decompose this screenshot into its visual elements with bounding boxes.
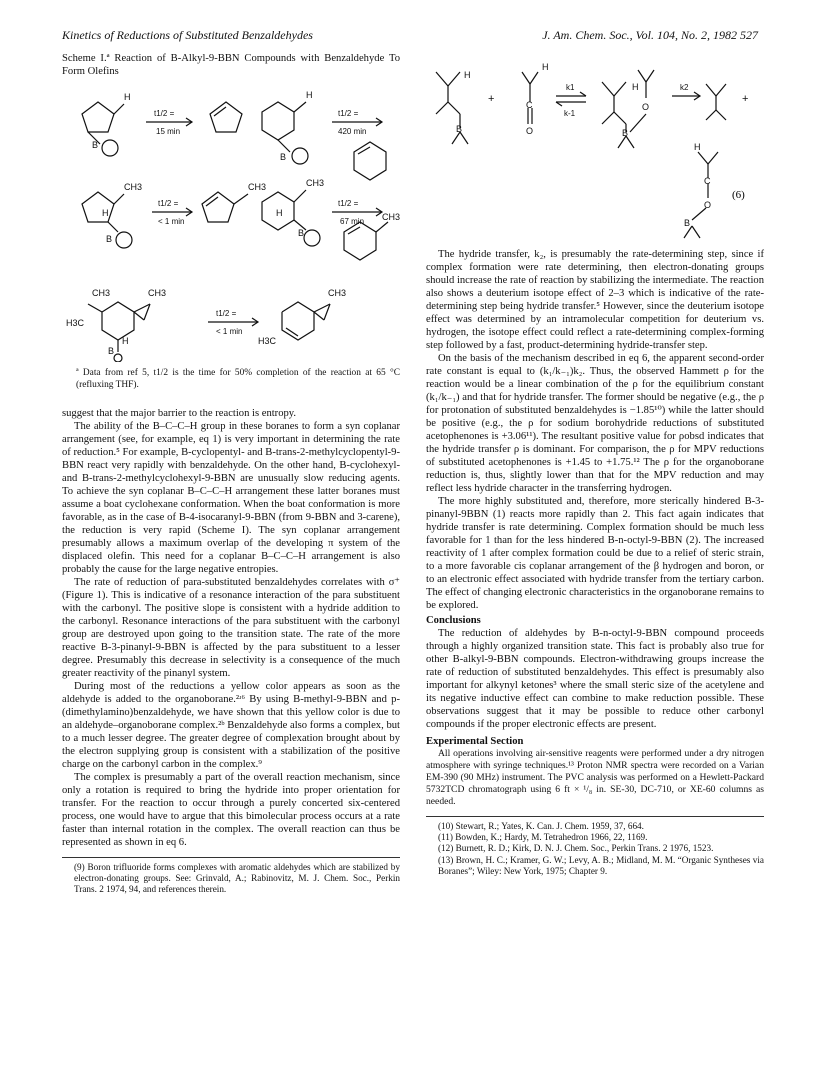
atom-label: CH3	[328, 288, 347, 298]
reference: (12) Burnett, R. D.; Kirk, D. N. J. Chem. Soc., Perkin Trans. 2 1976, 1523.	[438, 843, 714, 854]
atom-label: B	[280, 152, 287, 162]
scheme-structures	[62, 82, 400, 362]
half-life-label: t1/2 =	[216, 309, 237, 318]
paragraph: The complex is presumably a part of the overall reaction mechanism, since only a rotation is required to bring the hydride into proper orientation for transfer. For the reaction to occur through a purely concerted six-centered process, one would have to argue that this bimolecular process occurs at a rate faster than internal rotation in the complex. The overall reaction can thus be represented as shown in eq 6.	[62, 772, 400, 848]
atom-label: O	[526, 126, 534, 136]
conclusions-heading: Conclusions	[426, 615, 481, 626]
rate-constant-label: k2	[680, 83, 689, 92]
half-life-value: < 1 min	[158, 217, 185, 226]
atom-label: H	[102, 208, 109, 218]
half-life-label: t1/2 =	[338, 199, 359, 208]
half-life-value: 420 min	[338, 127, 367, 136]
footnote: (9) Boron trifluoride forms complexes with aromatic aldehydes which are stabilized by electron-donating groups. See: Grinvald, A.; Rabinovitz, M. J. Chem. Soc., Perkin Trans. 2 1974, 94, and references therein.	[74, 862, 400, 895]
reference: (11) Bowden, K.; Hardy, M. Tetrahedron 1966, 22, 1169.	[438, 832, 648, 843]
paragraph: The more highly substituted and, therefore, more sterically hindered B-3-pinanyl-9BBN (1) reacts more rapidly than 2. This fact again indicates that hydride transfer is rate determining. Complex formation should be much less favorable for 1 than for the less hindered B-n-octyl-9-BBN (2). The increased reactivity of 1 after complex formation could be due to a relief of steric strain, to a more favorable cis coplanar arrangement of the β hydrogen and boron, or to an electronic effect associated with hydride transfer from the tertiary carbon. The effect of changing electronic characteristics in the organoborane remains to be explored.	[426, 496, 764, 611]
left-column	[62, 52, 400, 896]
half-life-value: < 1 min	[216, 327, 243, 336]
atom-label: B	[106, 234, 113, 244]
atom-label: CH3	[382, 212, 400, 222]
reference: (13) Brown, H. C.; Kramer, G. W.; Levy, A. B.; Midland, M. M. “Organic Syntheses via Boranes”; Wiley: New York, 1975; Chapter 9.	[438, 854, 764, 876]
atom-label: B	[456, 124, 463, 134]
equation-number: (6)	[732, 189, 745, 201]
half-life-label: t1/2 =	[154, 109, 175, 118]
reference: (10) Stewart, R.; Yates, K. Can. J. Chem. 1959, 37, 664.	[438, 821, 644, 831]
equation-6-mechanism	[426, 52, 764, 248]
half-life-value: 67 min	[340, 217, 365, 226]
half-life-label: t1/2 =	[338, 109, 359, 118]
footnote-divider	[62, 857, 400, 858]
scheme-title: Scheme I.ª Reaction of B-Alkyl-9-BBN Compounds with Benzaldehyde To Form Olefins	[62, 53, 400, 77]
paragraph: The ability of the B–C–C–H group in these boranes to form a syn coplanar arrangement (see, for example, eq 1) is very important in determining the rate of reduction.⁵ For example, B-cyclopentyl- and B-trans-2-methylcyclopentyl-9-BBN react very rapidly with benzaldehyde. On the other hand, B-cyclohexyl- and B-trans-2-methylcyclohexyl-9-BBN are unusually slow reducing agents. To achieve the syn coplanar B–C–C–H arrangement these latter boranes must assume a boat cyclohexane conformation. When the boat conformation is more favorable, as in the case of B-4-isocaranyl-9-BBN (from 9-BBN and 3-carene), the reduction is very rapid (Scheme I). The syn coplanar arrangement presumably allows a maximum overlap of the developing π system of the displaced olefin. This need for a coplanar B–C–C–H arrangement is also probably the cause for the large negative entropies.	[62, 421, 400, 575]
atom-label: B	[622, 128, 629, 138]
paragraph: During most of the reductions a yellow color appears as soon as the aldehyde is added to the organoborane.²ʴ⁶ By using B-methyl-9-BBN and p-(dimethylamino)benzaldehyde, we have shown that this yellow color is due to an aldehyde–organoborane complex.²ᵇ Benzaldehyde also forms a complex, but to a much lesser degree. The greater degree of complexation brought about by the electron supplying group is consistent with a stabilization of the positive charge on the carbonyl carbon in the complex.⁹	[62, 681, 400, 770]
atom-label: B	[298, 228, 305, 238]
atom-label: H	[694, 142, 701, 152]
paragraph: On the basis of the mechanism described in eq 6, the apparent second-order rate constant is equal to (k₁/k₋₁)k₂. Thus, the observed Hammett ρ for the reaction would be a linear combination of the ρ for the equilibrium constant (k₁/k₋₁) and that for hydride transfer. The former should be negative (e.g., the ρ for protonation of substituted benzaldehydes is −1.85¹⁰) while the latter should be positive (e.g., the ρ for sodium borohydride reductions of substituted acetophenones is +3.06¹¹). The resultant positive value for ρobsd indicates that the hydride transfer ρ is dominant. For comparison, the ρ for MPV reductions of substituted acetophenones is +1.45 to +1.75.¹² The ρ for the organoborane reduction is, thus, slightly lower than that for the MPV reduction and may reflect less hydride character in the transferring hydrogen.	[426, 353, 764, 494]
references-divider	[426, 816, 764, 817]
half-life-label: t1/2 =	[158, 199, 179, 208]
rate-constant-label: k-1	[564, 109, 576, 118]
experimental-heading: Experimental Section	[426, 736, 524, 747]
atom-label: CH3	[248, 182, 267, 192]
scheme-footnote: ª Data from ref 5, t1/2 is the time for 50% completion of the reaction at 65 °C (refluxing THF).	[76, 368, 400, 390]
atom-label: B	[684, 218, 691, 228]
atom-label: H3C	[66, 318, 85, 328]
atom-label: C	[526, 100, 533, 110]
atom-label: C	[704, 176, 711, 186]
atom-label: H	[122, 336, 129, 346]
atom-label: CH3	[92, 288, 111, 298]
rate-constant-label: k1	[566, 83, 575, 92]
atom-label: CH3	[148, 288, 167, 298]
atom-label: H	[464, 70, 471, 80]
atom-label: H	[124, 92, 131, 102]
atom-label: O	[642, 102, 650, 112]
running-title: Kinetics of Reductions of Substituted Benzaldehydes	[62, 28, 313, 42]
atom-label: H3C	[258, 336, 277, 346]
plus-sign: +	[742, 93, 749, 105]
paragraph: suggest that the major barrier to the reaction is entropy.	[62, 408, 297, 419]
atom-label: H	[276, 208, 283, 218]
atom-label: B	[92, 140, 99, 150]
atom-label: B	[108, 346, 115, 356]
atom-label: CH3	[306, 178, 325, 188]
paragraph: The reduction of aldehydes by B-n-octyl-9-BBN compound proceeds through a highly organized transition state. This fact is probably also true for other B-alkyl-9-BBN compounds. Electron-withdrawing groups increase the rate of reduction of substituted benzaldehydes. This effect is presumably also important for alkynyl ketones³ where the small steric size of the acetylene and its negative inductive effect can combine to make reduction possible. These observations suggest that it may be possible to reduce other carbonyl compounds if the proper electronic effects are present.	[426, 628, 764, 730]
atom-label: H	[542, 62, 549, 72]
atom-label: O	[704, 200, 712, 210]
plus-sign: +	[488, 93, 495, 105]
right-column	[426, 52, 764, 877]
paragraph: The hydride transfer, k₂, is presumably the rate-determining step, since if complex formation were rate determining, then electron-donating groups should increase the rate of reaction by stabilizing the intermediate. The reaction also shows a deuterium isotope effect of 2–3 which is indicative of the rate-determining step being hydride transfer.⁵ However, since the deuterium isotope effect was determined by an intramolecular competition for deuterium vs. hydrogen, the isotope effect could reflect a rate-determining complex-forming step followed by a fast, product-determining hydride-transfer step.	[426, 249, 764, 351]
atom-label: CH3	[124, 182, 143, 192]
half-life-value: 15 min	[156, 127, 181, 136]
atom-label: H	[306, 90, 313, 100]
paragraph: The rate of reduction of para-substituted benzaldehydes correlates with σ⁺ (Figure 1). This is indicative of a resonance interaction of the para substituent with the carbonyl. The positive slope is consistent with a hydride addition to the carbonyl. Resonance interactions of the para substituent with the carbonyl group are destroyed upon going to the transition state. The rate of the more reactive B-3-pinanyl-9-BBN is affected by the para substituent to a lesser degree. Presumably this decrease in selectivity is a consequence of the much greater reactivity of the pinanyl system.	[62, 577, 400, 679]
atom-label: H	[632, 82, 639, 92]
journal-citation: J. Am. Chem. Soc., Vol. 104, No. 2, 1982 527	[542, 28, 758, 42]
paragraph: All operations involving air-sensitive reagents were performed under a dry nitrogen atmosphere with syringe techniques.¹³ Proton NMR spectra were recorded on a Varian EM-390 (90 MHz) instrument. The PVC analysis was performed on a Hewlett-Packard 5732TCD chromatograph using 6 ft × ¹/₈ in. SE-30, DC-710, or XE-60 columns as needed.	[426, 748, 764, 807]
